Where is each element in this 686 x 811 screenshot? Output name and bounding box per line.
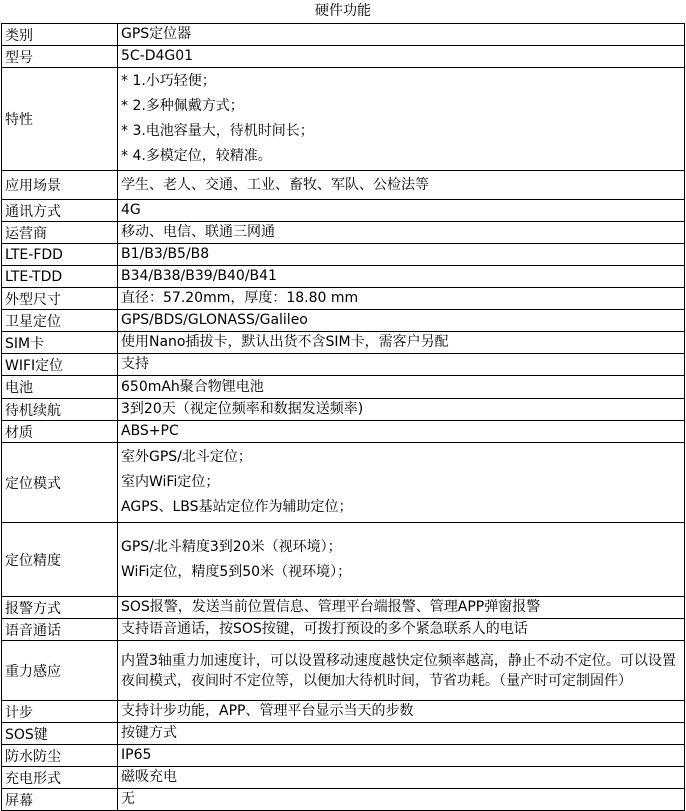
spec-value — [118, 701, 685, 723]
spec-row — [2, 171, 685, 200]
spec-label: 定位模式 — [2, 443, 118, 523]
spec-value-line: 室外GPS/北斗定位； — [121, 449, 252, 465]
spec-row — [2, 288, 685, 310]
spec-label: 类别 — [2, 24, 118, 46]
spec-value-line: ABS+PC — [121, 423, 179, 439]
spec-value-line: 磁吸充电 — [121, 769, 177, 785]
spec-value-line: 支持语音通话，按SOS按键，可拨打预设的多个紧急联系人的电话 — [121, 621, 528, 637]
spec-label: 定位精度 — [2, 523, 118, 597]
spec-table-body — [2, 24, 685, 811]
spec-value — [118, 376, 685, 399]
spec-row — [2, 310, 685, 332]
spec-value-line: SOS报警，发送当前位置信息、管理平台端报警、管理APP弹窗报警 — [121, 599, 541, 615]
spec-value — [118, 399, 685, 421]
spec-value-line: 4G — [121, 202, 141, 218]
spec-value — [118, 46, 685, 68]
spec-value-line: 直径：57.20mm，厚度：18.80 mm — [121, 290, 359, 306]
spec-label: 防水防尘 — [2, 745, 118, 767]
spec-row — [2, 789, 685, 811]
spec-row — [2, 767, 685, 789]
spec-label: SIM卡 — [2, 332, 118, 354]
spec-label: 重力感应 — [2, 641, 118, 701]
spec-value — [118, 310, 685, 332]
spec-row — [2, 68, 685, 171]
spec-value-line: 学生、老人、交通、工业、畜牧、军队、公检法等 — [121, 176, 429, 193]
spec-row — [2, 244, 685, 266]
spec-value — [118, 354, 685, 376]
spec-value-line: * 1.小巧轻便； — [121, 73, 216, 89]
spec-value — [118, 641, 685, 701]
spec-label: WIFI定位 — [2, 354, 118, 376]
spec-value-line: * 3.电池容量大，待机时间长； — [121, 123, 314, 139]
spec-row — [2, 745, 685, 767]
spec-value — [118, 266, 685, 288]
spec-row — [2, 597, 685, 619]
spec-value — [118, 200, 685, 222]
spec-value — [118, 723, 685, 745]
spec-value-line: 移动、电信、联通三网通 — [121, 224, 275, 240]
spec-value — [118, 789, 685, 811]
spec-value — [118, 171, 685, 200]
spec-value-line: B34/B38/B39/B40/B41 — [121, 268, 277, 284]
spec-value-line: 内置3轴重力加速度计，可以设置移动速度越快定位频率越高，静止不动不定位。可以设置夜间模式，夜间时不定位等，以便加大待机时间，节省功耗。（量产时可定制固件） — [121, 652, 676, 689]
spec-row — [2, 354, 685, 376]
spec-label: 通讯方式 — [2, 200, 118, 222]
spec-row — [2, 46, 685, 68]
spec-value — [118, 523, 685, 597]
spec-value-line: 无 — [121, 791, 135, 807]
page-title: 硬件功能 — [315, 3, 371, 19]
spec-value — [118, 619, 685, 641]
spec-value — [118, 443, 685, 523]
spec-label: LTE-TDD — [2, 266, 118, 288]
spec-row — [2, 723, 685, 745]
spec-value — [118, 745, 685, 767]
spec-row — [2, 222, 685, 244]
spec-value-line: AGPS、LBS基站定位作为辅助定位； — [121, 499, 353, 515]
spec-value — [118, 24, 685, 46]
spec-value — [118, 597, 685, 619]
spec-label: 充电形式 — [2, 767, 118, 789]
spec-value — [118, 68, 685, 171]
spec-row — [2, 443, 685, 523]
spec-label: 报警方式 — [2, 597, 118, 619]
spec-value-line: 室内WiFi定位； — [121, 474, 220, 490]
spec-label: 运营商 — [2, 222, 118, 244]
spec-value-line: 支持计步功能，APP、管理平台显示当天的步数 — [121, 703, 414, 719]
spec-label: 语音通话 — [2, 619, 118, 641]
spec-label: SOS键 — [2, 723, 118, 745]
spec-label: 材质 — [2, 421, 118, 443]
spec-row — [2, 24, 685, 46]
spec-label: 型号 — [2, 46, 118, 68]
spec-value-line: GPS/BDS/GLONASS/Galileo — [121, 312, 308, 328]
spec-label: 电池 — [2, 376, 118, 399]
spec-label: 特性 — [2, 68, 118, 171]
spec-value-line: 5C-D4G01 — [121, 48, 194, 64]
spec-value — [118, 421, 685, 443]
spec-value-line: WiFi定位，精度5到50米（视环境）； — [121, 563, 352, 580]
spec-label: 计步 — [2, 701, 118, 723]
spec-row — [2, 619, 685, 641]
spec-row — [2, 523, 685, 597]
spec-row — [2, 701, 685, 723]
spec-value-line: * 2.多种佩戴方式； — [121, 98, 244, 114]
spec-value-line: IP65 — [121, 747, 152, 763]
spec-value-line: 按键方式 — [121, 725, 177, 741]
spec-value-line: * 4.多模定位，较精准。 — [121, 148, 272, 164]
spec-label: 卫星定位 — [2, 310, 118, 332]
spec-value-line: 支持 — [121, 356, 149, 372]
spec-row — [2, 266, 685, 288]
spec-row — [2, 641, 685, 701]
spec-value-line: GPS/北斗精度3到20米（视环境）； — [121, 538, 342, 555]
spec-value-line: 650mAh聚合物锂电池 — [121, 378, 264, 395]
spec-value — [118, 767, 685, 789]
spec-row — [2, 399, 685, 421]
spec-row — [2, 332, 685, 354]
spec-label: 外型尺寸 — [2, 288, 118, 310]
spec-value-line: B1/B3/B5/B8 — [121, 246, 210, 262]
spec-label: 应用场景 — [2, 171, 118, 200]
spec-row — [2, 421, 685, 443]
spec-value-line: GPS定位器 — [121, 26, 192, 42]
spec-label: LTE-FDD — [2, 244, 118, 266]
spec-value — [118, 244, 685, 266]
hardware-spec-table — [1, 23, 685, 811]
spec-label: 待机续航 — [2, 399, 118, 421]
spec-value — [118, 288, 685, 310]
spec-value-line: 使用Nano插拔卡，默认出货不含SIM卡，需客户另配 — [121, 334, 449, 350]
spec-label: 屏幕 — [2, 789, 118, 811]
spec-row — [2, 376, 685, 399]
spec-value-line: 3到20天（视定位频率和数据发送频率) — [121, 401, 364, 417]
spec-row — [2, 200, 685, 222]
spec-value — [118, 332, 685, 354]
spec-value — [118, 222, 685, 244]
